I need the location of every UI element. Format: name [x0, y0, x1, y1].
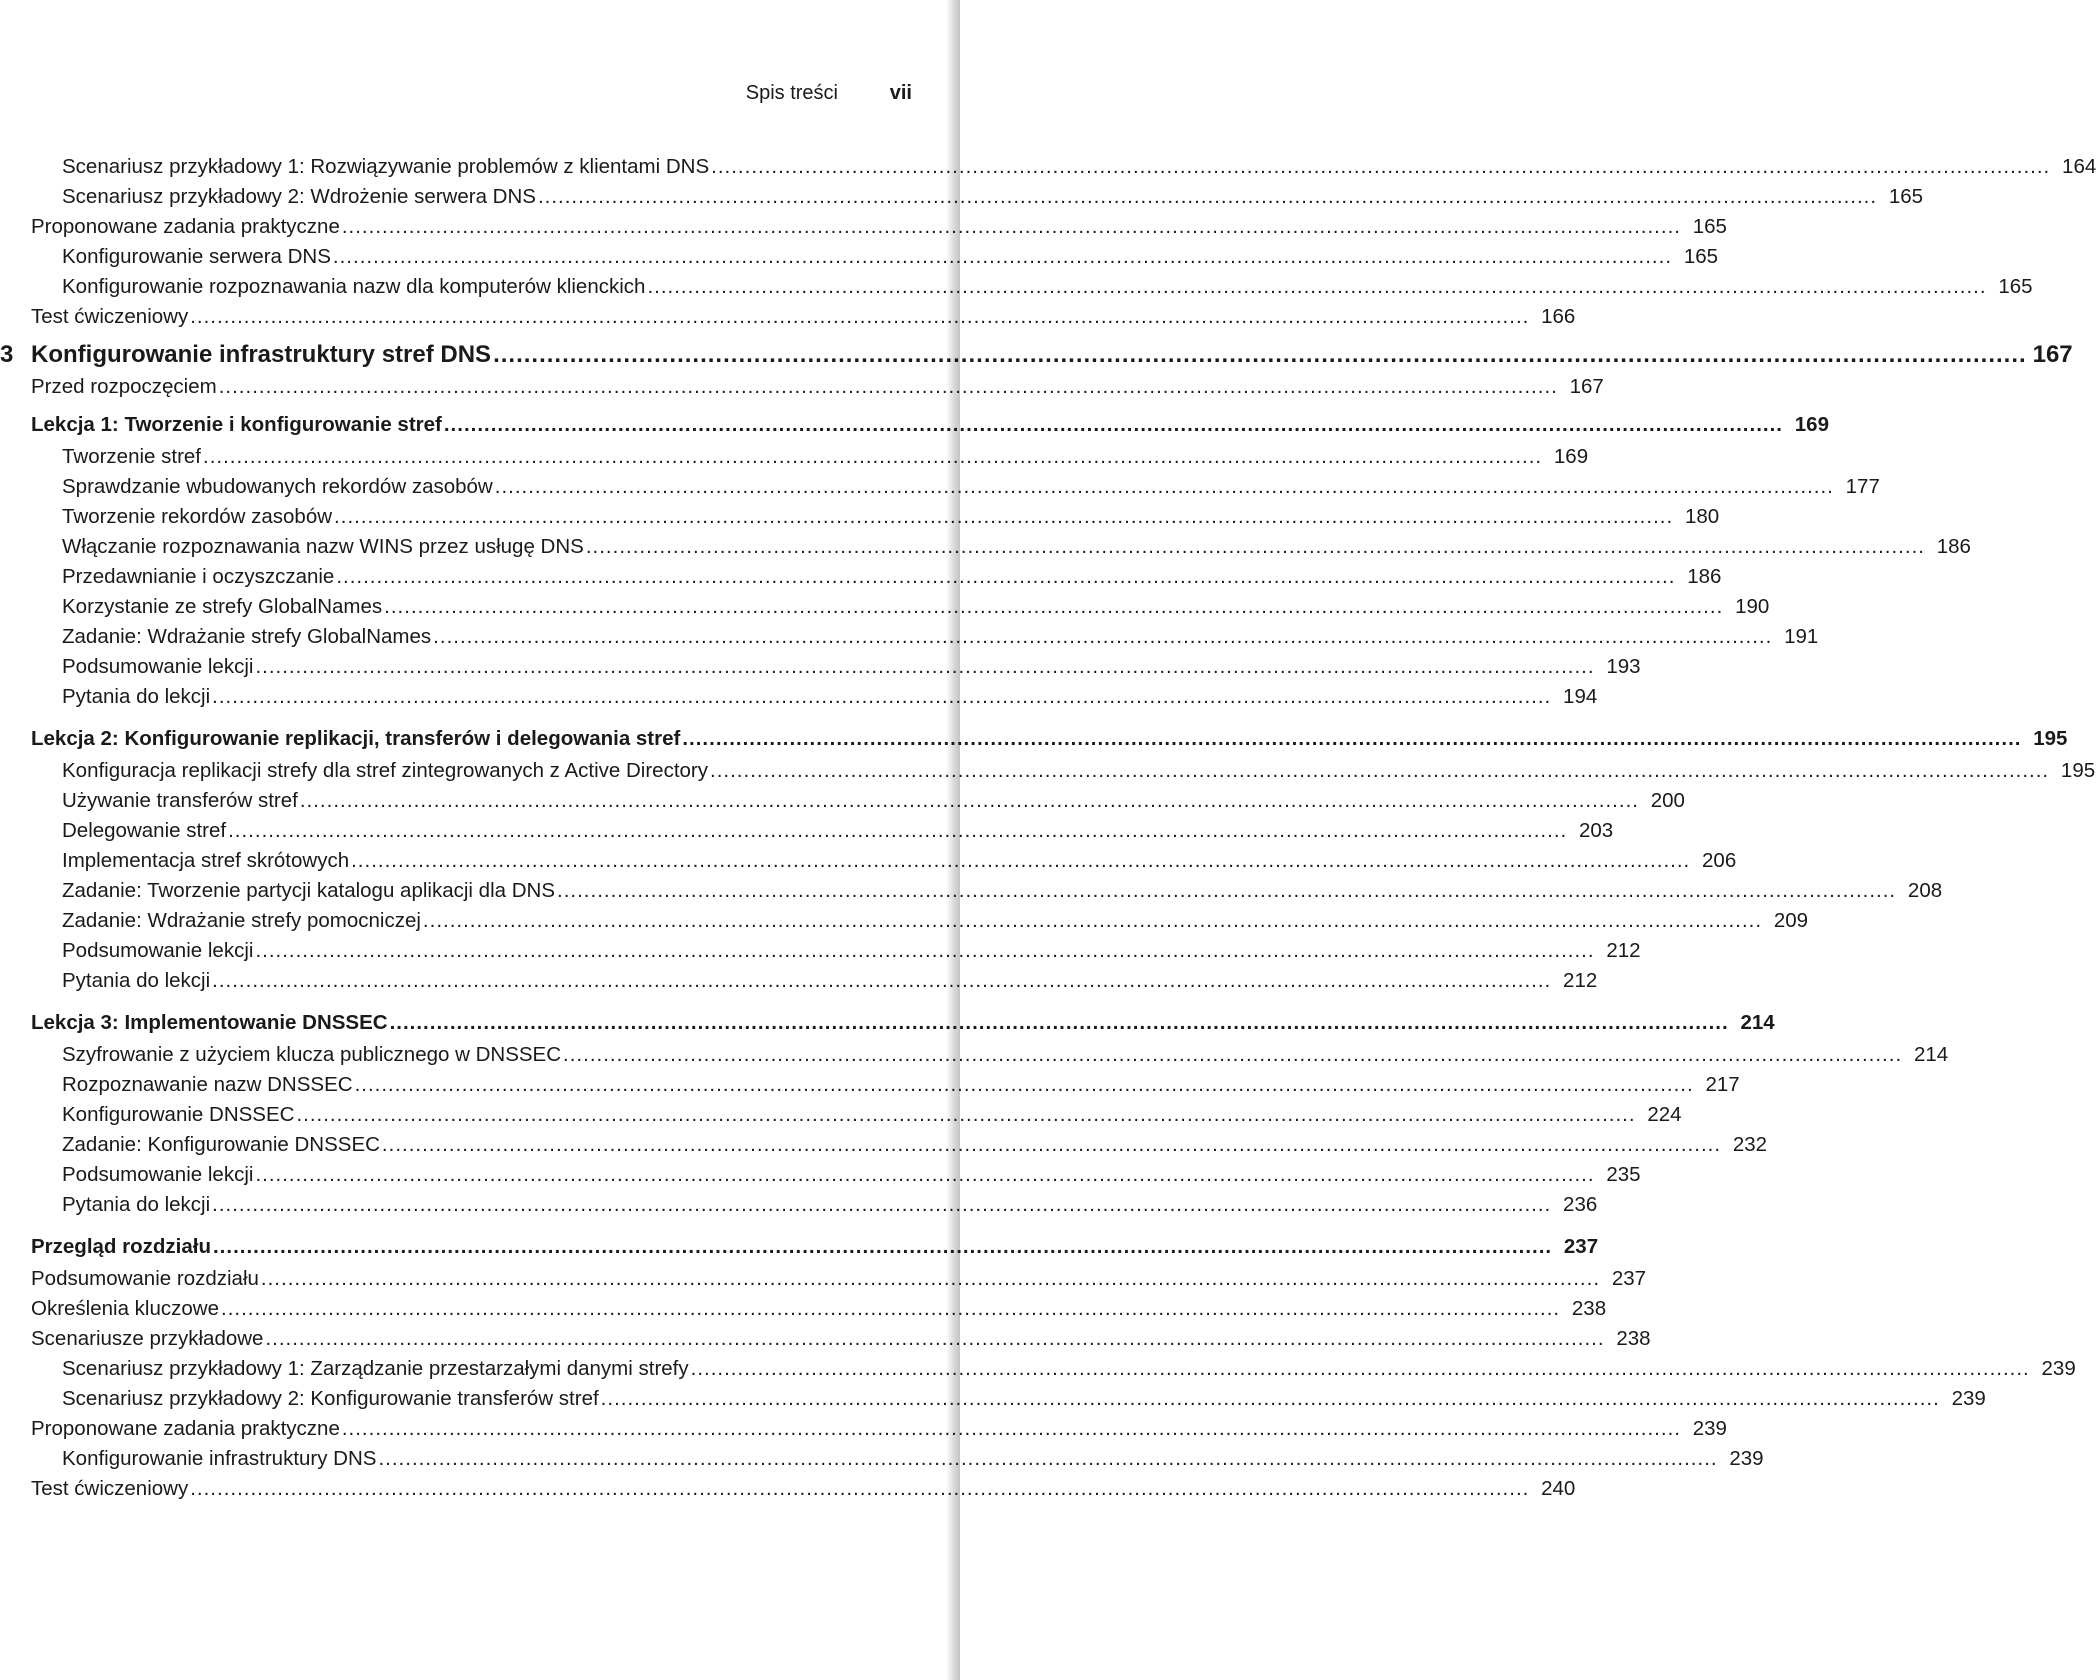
toc-entry[interactable] — [0, 443, 1589, 473]
toc-entry-title: Włączanie rozpoznawania nazw WINS przez usługę DNS — [62, 535, 584, 558]
toc-page-number: 165 — [1998, 275, 2033, 298]
toc-page-number: 240 — [1541, 1477, 1576, 1500]
toc-page-number: 164 — [2062, 155, 2096, 178]
toc-entry-title: Lekcja 2: Konfigurowanie replikacji, transferów i delegowania stref — [31, 727, 681, 750]
toc-entry-title: Konfigurowanie infrastruktury DNS — [62, 1447, 377, 1470]
toc-entry[interactable] — [0, 243, 1719, 273]
dot-leader: ........................................................................................................................................................................................................ — [299, 789, 1639, 812]
dot-leader: ........................................................................................................................................................................................................ — [443, 413, 1783, 436]
toc-entry[interactable] — [0, 1191, 1598, 1221]
dot-leader: ........................................................................................................................................................................................................ — [221, 1297, 1561, 1320]
toc-entry-title: Test ćwiczeniowy — [31, 305, 189, 328]
toc-entry[interactable] — [0, 1325, 1651, 1355]
dot-leader: ........................................................................................................................................................................................................ — [203, 445, 1543, 468]
toc-page-number: 239 — [1951, 1387, 1986, 1410]
toc-entry[interactable] — [0, 503, 1720, 533]
toc-entry[interactable] — [0, 907, 1809, 937]
dot-leader: ........................................................................................................................................................................................................ — [690, 1357, 2030, 1380]
toc-page-number: 239 — [1729, 1447, 1764, 1470]
toc-page-number: 237 — [1611, 1267, 1647, 1290]
toc-entry[interactable] — [0, 1295, 1607, 1325]
toc-entry[interactable] — [0, 153, 2096, 183]
toc-lesson-entry[interactable] — [0, 725, 2068, 755]
toc-page-number: 191 — [1784, 625, 1819, 648]
dot-leader: ........................................................................................................................................................................................................ — [336, 565, 1676, 588]
toc-entry[interactable] — [0, 1415, 1727, 1445]
toc-entry[interactable] — [0, 757, 2096, 787]
toc-page-number: 209 — [1773, 909, 1809, 932]
toc-entry-title: Tworzenie stref — [62, 445, 201, 468]
toc-entry[interactable] — [0, 1101, 1682, 1131]
toc-lesson-entry[interactable] — [0, 411, 1829, 441]
toc-page-number: 186 — [1687, 565, 1722, 588]
toc-page-number: 165 — [1888, 185, 1924, 208]
toc-page-number: 195 — [2060, 759, 2096, 782]
toc-entry[interactable] — [0, 303, 1576, 333]
toc-entry-title: Scenariusz przykładowy 2: Konfigurowanie transferów stref — [62, 1387, 599, 1410]
dot-leader: ........................................................................................................................................................................................................ — [265, 1327, 1605, 1350]
toc-entry-title: Scenariusz przykładowy 2: Wdrożenie serwera DNS — [62, 185, 536, 208]
dot-leader: ........................................................................................................................................................................................................ — [212, 969, 1552, 992]
toc-entry-title: Pytania do lekcji — [62, 1193, 211, 1216]
toc-entry-title: Przegląd rozdziału — [31, 1235, 211, 1258]
dot-leader: ........................................................................................................................................................................................................ — [600, 1387, 1940, 1410]
dot-leader: ........................................................................................................................................................................................................ — [537, 185, 1878, 208]
dot-leader: ........................................................................................................................................................................................................ — [332, 245, 1673, 268]
dot-leader: ........................................................................................................................................................................................................ — [422, 909, 1763, 932]
toc-entry[interactable] — [0, 623, 1819, 653]
toc-page-number: 237 — [1563, 1235, 1599, 1258]
toc-page-number: 177 — [1845, 475, 1880, 498]
toc-page-number: 194 — [1563, 685, 1598, 708]
toc-entry-title: Lekcja 3: Implementowanie DNSSEC — [31, 1011, 388, 1034]
toc-entry-title: Określenia kluczowe — [31, 1297, 219, 1320]
toc-entry-title: Szyfrowanie z użyciem klucza publicznego w DNSSEC — [62, 1043, 562, 1066]
toc-entry[interactable] — [0, 1445, 1764, 1475]
dot-leader: ........................................................................................................................................................................................................ — [255, 939, 1595, 962]
dot-leader: ........................................................................................................................................................................................................ — [218, 375, 1558, 398]
toc-page-number: 238 — [1616, 1327, 1651, 1350]
toc-entry[interactable] — [0, 967, 1598, 997]
toc-entry-title: Proponowane zadania praktyczne — [31, 1417, 340, 1440]
toc-entry-title: Rozpoznawanie nazw DNSSEC — [62, 1073, 353, 1096]
toc-page-number: 180 — [1684, 505, 1720, 528]
toc-page-number: 214 — [1913, 1043, 1949, 1066]
dot-leader: ........................................................................................................................................................................................................ — [647, 275, 1987, 298]
dot-leader: ........................................................................................................................................................................................................ — [212, 685, 1552, 708]
header-page-number: vii — [889, 82, 912, 104]
running-header — [0, 82, 912, 108]
toc-entry[interactable] — [0, 1265, 1647, 1295]
toc-entry-title: Scenariusze przykładowe — [31, 1327, 264, 1350]
toc-entry-title: Konfiguracja replikacji strefy dla stref zintegrowanych z Active Directory — [62, 759, 709, 782]
dot-leader: ........................................................................................................................................................................................................ — [378, 1447, 1718, 1470]
toc-lesson-entry[interactable] — [0, 1009, 1775, 1039]
toc-page-number: 217 — [1705, 1073, 1740, 1096]
toc-page-number: 165 — [1692, 215, 1727, 238]
toc-entry[interactable] — [0, 373, 1604, 403]
dot-leader: ........................................................................................................................................................................................................ — [682, 727, 2022, 750]
toc-entry-title: Przed rozpoczęciem — [31, 375, 217, 398]
toc-entry-title: Scenariusz przykładowy 1: Rozwiązywanie problemów z klientami DNS — [62, 155, 710, 178]
toc-lesson-entry[interactable] — [0, 1233, 1599, 1263]
toc-entry-title: Sprawdzanie wbudowanych rekordów zasobów — [62, 475, 493, 498]
toc-chapter-number: 3 — [0, 341, 14, 368]
toc-entry-title: Lekcja 1: Tworzenie i konfigurowanie stref — [31, 413, 442, 436]
toc-entry[interactable] — [0, 1041, 1949, 1071]
dot-leader: ........................................................................................................................................................................................................ — [228, 819, 1568, 842]
toc-entry-title: Korzystanie ze strefy GlobalNames — [62, 595, 383, 618]
toc-entry-title: Scenariusz przykładowy 1: Zarządzanie przestarzałymi danymi strefy — [62, 1357, 689, 1380]
toc-page-number: 238 — [1571, 1297, 1607, 1320]
dot-leader: ........................................................................................................................................................................................................ — [212, 1235, 1553, 1258]
toc-entry-title: Podsumowanie lekcji — [62, 1163, 254, 1186]
toc-page-number: 224 — [1647, 1103, 1682, 1126]
toc-entry-title: Podsumowanie rozdziału — [31, 1267, 259, 1290]
dot-leader: ........................................................................................................................................................................................................ — [711, 155, 2051, 178]
toc-entry-title: Zadanie: Tworzenie partycji katalogu aplikacji dla DNS — [62, 879, 556, 902]
dot-leader: ........................................................................................................................................................................................................ — [255, 1163, 1595, 1186]
dot-leader: ........................................................................................................................................................................................................ — [557, 879, 1897, 902]
toc-entry[interactable] — [0, 817, 1614, 847]
toc-entry[interactable] — [0, 473, 1880, 503]
toc-entry[interactable] — [0, 1475, 1576, 1505]
dot-leader: ........................................................................................................................................................................................................ — [260, 1267, 1601, 1290]
dot-leader: ........................................................................................................................................................................................................ — [494, 475, 1834, 498]
toc-entry[interactable] — [0, 183, 1924, 213]
toc-entry[interactable] — [0, 563, 1722, 593]
dot-leader: ........................................................................................................................................................................................................ — [563, 1043, 1903, 1066]
toc-chapter-entry[interactable] — [0, 341, 2073, 373]
toc-entry-title: Zadanie: Wdrażanie strefy GlobalNames — [62, 625, 432, 648]
toc-entry[interactable] — [0, 653, 1641, 683]
dot-leader: ........................................................................................................................................................................................................ — [384, 595, 1724, 618]
toc-entry[interactable] — [0, 683, 1598, 713]
toc-entry[interactable] — [0, 1071, 1740, 1101]
toc-entry[interactable] — [0, 593, 1770, 623]
toc-page-number: 239 — [1692, 1417, 1727, 1440]
toc-entry[interactable] — [0, 787, 1685, 817]
toc-entry-title: Test ćwiczeniowy — [31, 1477, 189, 1500]
toc-page-number: 167 — [2032, 341, 2073, 368]
dot-leader: ........................................................................................................................................................................................................ — [212, 1193, 1552, 1216]
toc-entry[interactable] — [0, 533, 1971, 563]
dot-leader: ........................................................................................................................................................................................................ — [433, 625, 1773, 648]
toc-entry-title: Pytania do lekcji — [62, 969, 211, 992]
toc-entry-title: Konfigurowanie DNSSEC — [62, 1103, 295, 1126]
toc-entry-title: Delegowanie stref — [62, 819, 227, 842]
toc-page-number: 212 — [1606, 939, 1641, 962]
dot-leader: ........................................................................................................................................................................................................ — [710, 759, 2050, 782]
toc-page-number: 203 — [1579, 819, 1614, 842]
dot-leader: ........................................................................................................................................................................................................ — [296, 1103, 1636, 1126]
table-of-contents — [0, 153, 2096, 1505]
dot-leader: ........................................................................................................................................................................................................ — [334, 505, 1674, 528]
toc-entry-title: Zadanie: Wdrażanie strefy pomocniczej — [62, 909, 421, 932]
toc-page-number: 193 — [1606, 655, 1641, 678]
dot-leader: ........................................................................................................................................................................................................ — [341, 1417, 1681, 1440]
toc-entry[interactable] — [0, 273, 2033, 303]
toc-page-number: 235 — [1606, 1163, 1641, 1186]
toc-page-number: 236 — [1563, 1193, 1598, 1216]
toc-entry[interactable] — [0, 213, 1727, 243]
toc-page-number: 239 — [2041, 1357, 2076, 1380]
dot-leader: ........................................................................................................................................................................................................ — [190, 1477, 1530, 1500]
toc-entry-title: Tworzenie rekordów zasobów — [62, 505, 333, 528]
toc-entry-title: Używanie transferów stref — [62, 789, 298, 812]
dot-leader: ........................................................................................................................................................................................................ — [190, 305, 1530, 328]
toc-page-number: 200 — [1650, 789, 1685, 812]
dot-leader: ........................................................................................................................................................................................................ — [493, 341, 2027, 368]
toc-page-number: 186 — [1936, 535, 1971, 558]
toc-page-number: 167 — [1569, 375, 1604, 398]
dot-leader: ........................................................................................................................................................................................................ — [381, 1133, 1722, 1156]
toc-entry-title: Zadanie: Konfigurowanie DNSSEC — [62, 1133, 380, 1156]
dot-leader: ........................................................................................................................................................................................................ — [255, 655, 1595, 678]
toc-page-number: 214 — [1740, 1011, 1775, 1034]
header-title: Spis treści — [745, 82, 838, 104]
toc-entry-title: Konfigurowanie infrastruktury stref DNS — [31, 341, 492, 368]
toc-entry-title: Przedawnianie i oczyszczanie — [62, 565, 335, 588]
toc-page-number: 206 — [1702, 849, 1737, 872]
toc-entry[interactable] — [0, 847, 1737, 877]
dot-leader: ........................................................................................................................................................................................................ — [354, 1073, 1694, 1096]
toc-entry-title: Proponowane zadania praktyczne — [31, 215, 340, 238]
dot-leader: ........................................................................................................................................................................................................ — [351, 849, 1691, 872]
toc-entry-title: Konfigurowanie serwera DNS — [62, 245, 331, 268]
toc-entry-title: Podsumowanie lekcji — [62, 655, 254, 678]
toc-page-number: 190 — [1735, 595, 1770, 618]
toc-entry[interactable] — [0, 1131, 1768, 1161]
toc-page-number: 169 — [1553, 445, 1589, 468]
toc-entry[interactable] — [0, 877, 1943, 907]
dot-leader: ........................................................................................................................................................................................................ — [585, 535, 1925, 558]
toc-page-number: 208 — [1907, 879, 1943, 902]
toc-page-number: 232 — [1732, 1133, 1768, 1156]
toc-page-number: 195 — [2033, 727, 2068, 750]
toc-entry[interactable] — [0, 937, 1641, 967]
toc-entry-title: Implementacja stref skrótowych — [62, 849, 350, 872]
toc-page-number: 212 — [1563, 969, 1598, 992]
toc-page-number: 169 — [1794, 413, 1829, 436]
dot-leader: ........................................................................................................................................................................................................ — [341, 215, 1681, 238]
toc-entry-title: Konfigurowanie rozpoznawania nazw dla komputerów klienckich — [62, 275, 646, 298]
toc-entry-title: Pytania do lekcji — [62, 685, 211, 708]
toc-entry-title: Podsumowanie lekcji — [62, 939, 254, 962]
toc-entry[interactable] — [0, 1385, 1986, 1415]
toc-page-number: 166 — [1541, 305, 1576, 328]
dot-leader: ........................................................................................................................................................................................................ — [389, 1011, 1729, 1034]
toc-entry[interactable] — [0, 1161, 1641, 1191]
toc-page-number: 165 — [1683, 245, 1719, 268]
toc-entry[interactable] — [0, 1355, 2076, 1385]
